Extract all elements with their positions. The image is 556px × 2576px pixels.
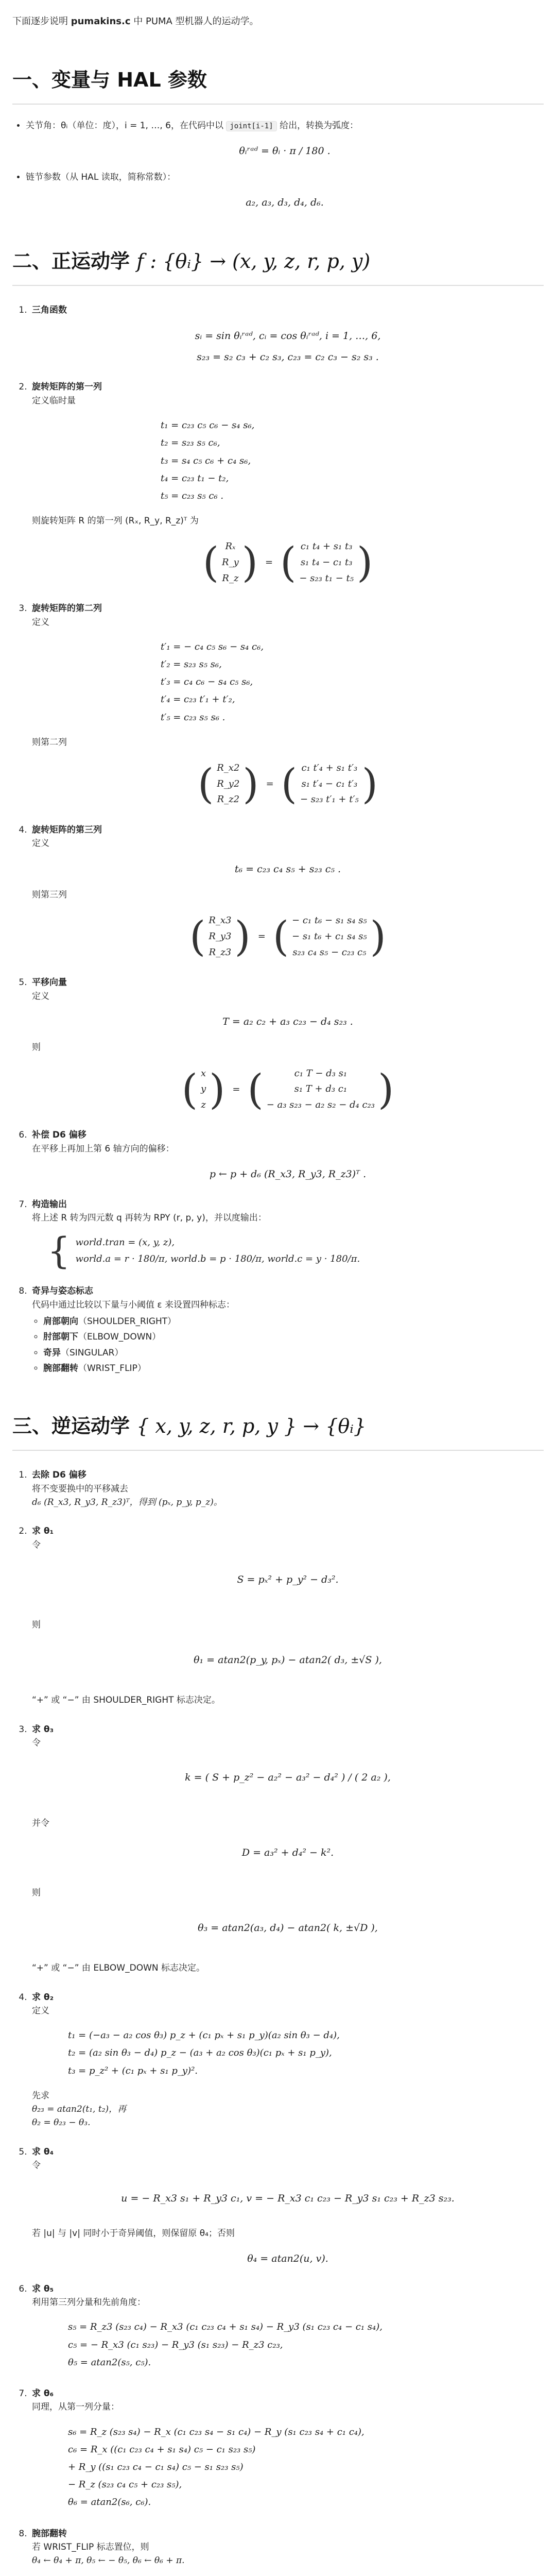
section-3-title xyxy=(12,1411,544,1451)
temp-line: t₃ = s₄ c₅ c₆ + c₄ s₆, xyxy=(161,455,251,466)
output-line-2: world.a = r · 180/π, world.b = p · 180/π, world.c = y · 180/π. xyxy=(75,1253,360,1265)
equals-sign: = xyxy=(257,931,266,942)
fk-step-7 xyxy=(30,1198,544,1273)
temp-line: t′₂ = s₂₃ s₅ s₆, xyxy=(161,659,222,670)
joint-code: joint[i-1] xyxy=(226,121,276,131)
fk-step-5 xyxy=(30,976,544,1113)
ik-step-5-title: 5. 求 θ₄ xyxy=(32,2146,54,2157)
ik-step-3-and: 并令 xyxy=(32,1818,49,1828)
intro-file: pumakins.c xyxy=(71,16,131,27)
fk-step-7-title: 7. 构造输出 xyxy=(32,1199,67,1210)
ik-step-2 xyxy=(30,1524,544,1707)
rhs-entry: s₂₃ c₄ s₅ − c₂₃ c₅ xyxy=(292,946,367,958)
rotation-col-2-matrix xyxy=(32,760,544,808)
theta2-temp-vars xyxy=(68,2027,544,2080)
fk-step-2-then: 则旋转矩阵 R 的第一列 (Rₓ, R_y, R_z)ᵀ 为 xyxy=(32,516,199,527)
paren-left: ( xyxy=(181,1065,198,1113)
fk-step-1 xyxy=(30,303,544,365)
fk-step-4 xyxy=(30,823,544,960)
ik-step-2-then: 则 xyxy=(32,1620,41,1631)
ik-step-7 xyxy=(30,2387,544,2512)
paren-left: ( xyxy=(281,760,297,808)
flag-name: 肩部朝向 xyxy=(43,1316,78,1327)
ik-step-1-eq: d₆ (R_x3, R_y3, R_z3)ᵀ，得到 (pₓ, p_y, p_z)。 xyxy=(32,1497,222,1507)
temp-line: t₁ = c₂₃ c₅ c₆ − s₄ s₆, xyxy=(161,420,255,431)
ik-step-4-first: 先求 xyxy=(32,2090,49,2101)
trig-formula-2: s₂₃ = s₂ c₃ + c₂ s₃, c₂₃ = c₂ c₃ − s₂ s₃ . xyxy=(197,351,379,363)
ik-step-6-def: 利用第三列分量和先前角度： xyxy=(32,2297,146,2308)
theta1-formula: θ₁ = atan2(p_y, pₓ) − atan2( d₃, ±√S ), xyxy=(194,1654,382,1666)
forward-steps xyxy=(30,303,544,1375)
paren-right: ) xyxy=(241,538,258,587)
flag-code: （ELBOW_DOWN） xyxy=(78,1332,161,1343)
rotation-col-1-matrix xyxy=(32,539,544,586)
theta6-line: − R_z (s₂₃ c₄ c₅ + c₂₃ s₅), xyxy=(68,2479,182,2490)
translation-matrix xyxy=(32,1066,544,1113)
theta23-formula: θ₂₃ = atan2(t₁, t₂)，再 xyxy=(32,2104,127,2115)
intro-prefix: 下面逐步说明 xyxy=(12,16,71,27)
fk-step-3-title: 3. 旋转矩阵的第二列 xyxy=(32,603,102,614)
vec-entry: R_z2 xyxy=(217,794,240,805)
ik-step-4-title: 4. 求 θ₂ xyxy=(32,1992,54,2003)
theta6-lines xyxy=(68,2424,544,2512)
vec-entry: x xyxy=(201,1067,206,1079)
trig-formula-1: sᵢ = sin θᵢʳᵃᵈ, cᵢ = cos θᵢʳᵃᵈ, i = 1, …, 6, xyxy=(195,330,381,342)
temp-line: t′₃ = c₄ c₆ − s₄ c₅ s₆, xyxy=(161,676,253,688)
temp-line: t₅ = c₂₃ s₅ c₆ . xyxy=(161,490,224,501)
section-2-title-math: f : {θᵢ} → (x, y, z, r, p, y) xyxy=(136,250,371,273)
section-3-title-math: { x, y, z, r, p, y } → {θᵢ} xyxy=(136,1415,367,1438)
equals-sign: = xyxy=(266,778,274,790)
vec-entry: R_x2 xyxy=(217,762,240,774)
rhs-entry: s₁ t₄ − c₁ t₃ xyxy=(300,557,353,568)
ik-step-3-title: 3. 求 θ₃ xyxy=(32,1724,54,1735)
d6-offset-formula: p ← p + d₆ (R_x3, R_y3, R_z3)ᵀ . xyxy=(209,1168,367,1180)
bullet-joint-angles xyxy=(26,119,544,159)
rhs-entry: s₁ T + d₃ c₁ xyxy=(294,1083,348,1095)
section-3-title-text: 三、逆运动学 xyxy=(12,1415,137,1438)
theta6-line: + R_y ((s₁ c₂₃ c₄ − c₁ s₄) c₅ − s₁ s₂₃ s₅) xyxy=(68,2462,244,2473)
ik-step-1-title: 1. 去除 D6 偏移 xyxy=(32,1470,86,1481)
vec-entry: R_y xyxy=(222,557,239,568)
ik-step-3 xyxy=(30,1723,544,1975)
bullet1-suffix: 给出，转换为弧度： xyxy=(276,120,359,131)
fk-step-6-title: 6. 补偿 D6 偏移 xyxy=(32,1130,86,1141)
ik-step-3-ling: 令 xyxy=(32,1737,41,1748)
paren-right: ) xyxy=(234,912,251,961)
section-2-title-text: 二、正运动学 xyxy=(12,250,137,273)
theta3-formula: θ₃ = atan2(a₃, d₄) − atan2( k, ±√D ), xyxy=(198,1922,378,1934)
flag-item xyxy=(43,1362,544,1375)
rhs-entry: c₁ T − d₃ s₁ xyxy=(294,1067,348,1079)
paren-right: ) xyxy=(378,1065,394,1113)
theta6-line: c₆ = R_x ((c₁ c₂₃ c₄ + s₁ s₄) c₅ − c₁ s₂₃ s₅) xyxy=(68,2444,256,2455)
paren-left: ( xyxy=(280,538,297,587)
rotation-col-3-matrix xyxy=(32,913,544,960)
t6-formula: t₆ = c₂₃ c₄ s₅ + s₂₃ c₅ . xyxy=(234,863,341,875)
uv-formula: u = − R_x3 s₁ + R_y3 c₁, v = − R_x3 c₁ c₂₃ − R_y3 s₁ c₂₃ + R_z3 s₂₃. xyxy=(121,2192,455,2204)
ik-step-5 xyxy=(30,2145,544,2267)
vec-entry: R_y2 xyxy=(217,778,240,789)
fk-step-6-def: 在平移上再加上第 6 轴方向的偏移： xyxy=(32,1143,175,1154)
fk-step-1-title: 1. 三角函数 xyxy=(32,305,67,316)
temp-line: t₁ = (−a₃ − a₂ cos θ₃) p_z + (c₁ pₓ + s₁ p_y)(a₂ sin θ₃ − d₄), xyxy=(68,2030,340,2041)
bullet2-text: 链节参数（从 HAL 读取，简称常数）： xyxy=(26,172,176,182)
ik-step-8-def: 若 WRIST_FLIP 标志置位，则 xyxy=(32,2541,149,2552)
theta4-formula: θ₄ = atan2(u, v). xyxy=(247,2253,328,2265)
bullet-link-params xyxy=(26,171,544,211)
theta5-line: s₅ = R_z3 (s₂₃ c₄) − R_x3 (c₁ c₂₃ c₄ + s₁ s₄) − R_y3 (s₁ c₂₃ c₄ − c₁ s₄), xyxy=(68,2321,383,2333)
ik-step-3-note: “+” 或 “−” 由 ELBOW_DOWN 标志决定。 xyxy=(32,1963,205,1974)
equals-sign: = xyxy=(265,557,273,568)
flag-name: 腕部翻转 xyxy=(43,1363,78,1374)
rhs-entry: − s₂₃ t′₁ + t′₅ xyxy=(300,794,359,805)
flag-item xyxy=(43,1346,544,1360)
theta6-line: s₆ = R_z (s₂₃ s₄) − R_x (c₁ c₂₃ s₄ − s₁ c₄) − R_y (s₁ c₂₃ s₄ + c₁ c₄), xyxy=(68,2426,364,2437)
fk-step-6 xyxy=(30,1128,544,1182)
section-1-bullets xyxy=(26,119,544,211)
temp-line: t₄ = c₂₃ t₁ − t₂, xyxy=(161,472,229,484)
fk-step-8-title: 8. 奇异与姿态标志 xyxy=(32,1286,93,1297)
theta5-line: θ₅ = atan2(s₅, c₅). xyxy=(68,2357,151,2368)
fk-step-7-def: 将上述 R 转为四元数 q 再转为 RPY (r, p, y)，并以度输出： xyxy=(32,1212,267,1223)
s-formula: S = pₓ² + p_y² − d₃². xyxy=(237,1573,339,1585)
paren-right: ) xyxy=(209,1065,225,1113)
theta2-formula: θ₂ = θ₂₃ − θ₃. xyxy=(32,2117,91,2128)
rhs-entry: − s₁ t₆ + c₁ s₄ s₅ xyxy=(292,931,367,942)
rhs-entry: c₁ t′₄ + s₁ t′₃ xyxy=(301,762,358,774)
temp-line: t′₅ = c₂₃ s₅ s₆ . xyxy=(161,711,225,723)
paren-left: ( xyxy=(189,912,206,961)
rhs-entry: − s₂₃ t₁ − t₅ xyxy=(299,572,354,584)
ik-step-4-def: 定义 xyxy=(32,2005,49,2016)
ik-step-5-note: 若 |u| 与 |v| 同时小于奇异阈值，则保留原 θ₄；否则 xyxy=(32,2228,235,2239)
d-formula: D = a₃² + d₄² − k². xyxy=(241,1846,334,1858)
section-2-title xyxy=(12,246,544,286)
temp-line: t₃ = p_z² + (c₁ pₓ + s₁ p_y)². xyxy=(68,2065,198,2076)
brace-left: { xyxy=(47,1230,71,1273)
bullet1-prefix: 关节角：θᵢ（单位：度），i = 1, …, 6，在代码中以 xyxy=(26,120,227,131)
ik-step-2-ling: 令 xyxy=(32,1539,41,1550)
ik-step-8 xyxy=(30,2527,544,2568)
flag-item xyxy=(43,1330,544,1344)
fk-step-3-then: 则第二列 xyxy=(32,737,67,748)
ik-step-7-title: 7. 求 θ₆ xyxy=(32,2388,54,2399)
paren-left: ( xyxy=(202,538,219,587)
flag-name: 奇异 xyxy=(43,1347,61,1358)
flag-name: 肘部朝下 xyxy=(43,1332,78,1343)
intro-text xyxy=(12,14,544,29)
temp-vars-1 xyxy=(161,417,544,505)
fk-step-5-then: 则 xyxy=(32,1042,41,1053)
paren-left: ( xyxy=(247,1065,264,1113)
flag-code: （SHOULDER_RIGHT） xyxy=(78,1316,177,1327)
intro-suffix: 中 PUMA 型机器人的运动学。 xyxy=(130,16,259,27)
ik-step-7-def: 同理，从第一列分量： xyxy=(32,2402,119,2413)
ik-step-6-title: 6. 求 θ₅ xyxy=(32,2283,54,2294)
rad-conversion-formula: θᵢʳᵃᵈ = θᵢ · π / 180 . xyxy=(239,145,331,157)
flag-code: （WRIST_FLIP） xyxy=(78,1363,146,1374)
fk-step-2-def: 定义临时量 xyxy=(32,395,76,406)
section-1-title: 一、变量与 HAL 参数 xyxy=(12,65,544,105)
vec-entry: R_y3 xyxy=(208,931,232,942)
fk-step-2 xyxy=(30,380,544,586)
fk-step-3 xyxy=(30,602,544,808)
vec-entry: R_z xyxy=(222,572,239,584)
k-formula: k = ( S + p_z² − a₂² − a₃² − d₄² ) / ( 2 a₂ ), xyxy=(185,1772,391,1784)
temp-line: t′₁ = − c₄ c₅ s₆ − s₄ c₆, xyxy=(161,641,264,652)
inverse-steps xyxy=(30,1468,544,2576)
temp-line: t′₄ = c₂₃ t′₁ + t′₂, xyxy=(161,694,235,705)
rhs-entry: − c₁ t₆ − s₁ s₄ s₅ xyxy=(292,915,367,926)
fk-step-4-title: 4. 旋转矩阵的第三列 xyxy=(32,824,102,835)
theta5-lines xyxy=(68,2318,544,2371)
fk-step-4-def: 定义 xyxy=(32,838,49,849)
flag-item xyxy=(43,1315,544,1328)
equals-sign: = xyxy=(232,1083,240,1095)
paren-left: ( xyxy=(272,912,289,961)
paren-right: ) xyxy=(370,912,386,961)
flag-list xyxy=(43,1315,544,1375)
ik-step-3-then: 则 xyxy=(32,1888,41,1899)
translation-t-formula: T = a₂ c₂ + a₃ c₂₃ − d₄ s₂₃ . xyxy=(222,1015,353,1027)
ik-step-6 xyxy=(30,2282,544,2371)
ik-step-8-title: 8. 腕部翻转 xyxy=(32,2528,67,2539)
output-brace xyxy=(47,1230,544,1273)
rhs-entry: − a₃ s₂₃ − a₂ s₂ − d₄ c₂₃ xyxy=(266,1099,375,1110)
ik-step-2-note: “+” 或 “−” 由 SHOULDER_RIGHT 标志决定。 xyxy=(32,1695,220,1706)
output-line-1: world.tran = (x, y, z), xyxy=(75,1236,175,1248)
ik-step-4 xyxy=(30,1991,544,2130)
rhs-entry: s₁ t′₄ − c₁ t′₃ xyxy=(301,778,358,789)
fk-step-8 xyxy=(30,1284,544,1375)
temp-line: t₂ = (a₂ sin θ₃ − d₄) p_z − (a₃ + a₂ cos θ₃)(c₁ pₓ + s₁ p_y), xyxy=(68,2047,332,2059)
paren-left: ( xyxy=(198,760,214,808)
link-params-formula: a₂, a₃, d₃, d₄, d₆. xyxy=(246,196,324,208)
fk-step-8-def: 代码中通过比较以下量与小阈值 ε 来设置四种标志： xyxy=(32,1299,235,1310)
temp-vars-2 xyxy=(161,638,544,726)
vec-entry: y xyxy=(201,1083,206,1095)
fk-step-5-title: 5. 平移向量 xyxy=(32,977,67,988)
fk-step-2-title: 2. 旋转矩阵的第一列 xyxy=(32,382,102,393)
fk-step-3-def: 定义 xyxy=(32,617,49,628)
rhs-entry: c₁ t₄ + s₁ t₃ xyxy=(300,541,353,552)
ik-step-1 xyxy=(30,1468,544,1509)
fk-step-5-def: 定义 xyxy=(32,991,49,1002)
ik-step-1-def: 将不变要换中的平移减去 xyxy=(32,1483,128,1494)
paren-right: ) xyxy=(356,538,373,587)
fk-step-4-then: 则第三列 xyxy=(32,890,67,901)
theta6-line: θ₆ = atan2(s₆, c₆). xyxy=(68,2497,151,2508)
paren-right: ) xyxy=(242,760,259,808)
temp-line: t₂ = s₂₃ s₅ c₆, xyxy=(161,437,220,449)
vec-entry: Rₓ xyxy=(225,541,236,552)
vec-entry: R_x3 xyxy=(208,915,232,926)
paren-right: ) xyxy=(361,760,378,808)
theta5-line: c₅ = − R_x3 (c₁ s₂₃) − R_y3 (s₁ s₂₃) − R_z3 c₂₃, xyxy=(68,2339,283,2350)
vec-entry: z xyxy=(201,1099,206,1110)
ik-step-5-ling: 令 xyxy=(32,2160,41,2171)
wrist-flip-formula: θ₄ ← θ₄ + π, θ₅ ← − θ₅, θ₆ ← θ₆ + π. xyxy=(32,2555,185,2566)
flag-code: （SINGULAR） xyxy=(61,1347,124,1358)
ik-step-2-title: 2. 求 θ₁ xyxy=(32,1526,54,1537)
vec-entry: R_z3 xyxy=(208,946,232,958)
